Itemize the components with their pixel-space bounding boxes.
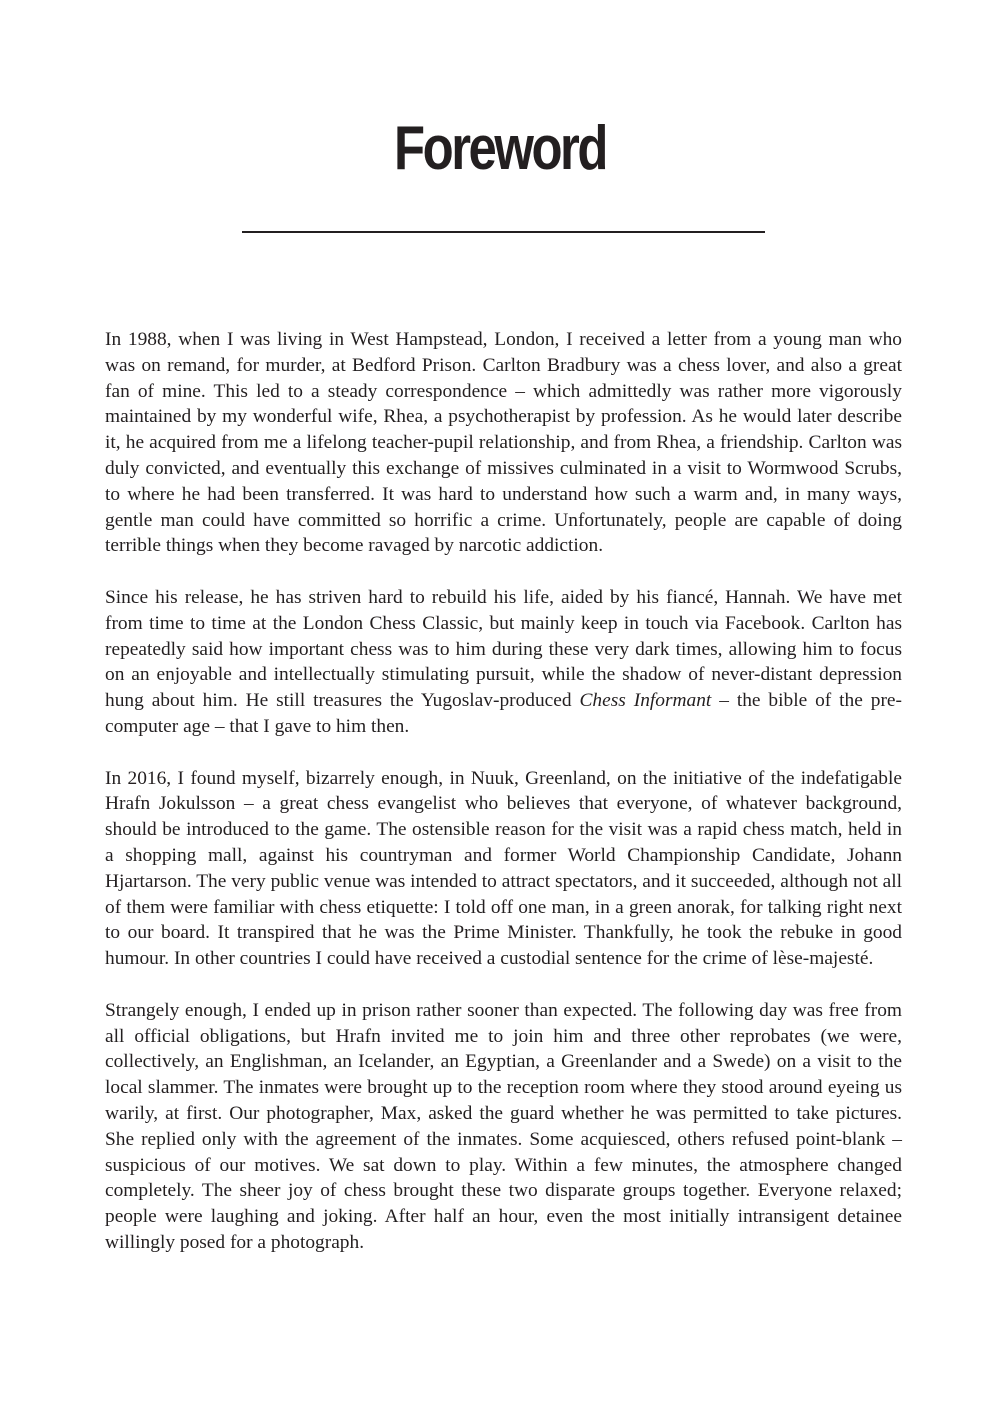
paragraph-2-text-before: Since his release, he has striven hard to rebuild his life, aided by his fiancé, Hannah. We have met from time to time at the London Chess Classic, but mainly keep in touch via Facebook. Carlton has repeatedly said how important chess was to him during these very dark times, allowing him to focus on an enjoyable and intellectually stimulating pursuit, while the shadow of never-distant depression hung about him. He still treasures the Yugoslav-produced xyxy=(105,586,902,712)
paragraph-3: In 2016, I found myself, bizarrely enough, in Nuuk, Greenland, on the initiative of the indefatigable Hrafn Jokulsson – a great chess evangelist who believes that everyone, of whatever background, should be introduced to the game. The ostensible reason for the visit was a rapid chess match, held in a shopping mall, against his countryman and former World Championship Candidate, Johann Hjartarson. The very public venue was intended to attract spectators, and it succeeded, although not all of them were familiar with chess etiquette: I told off one man, in a green anorak, for talking right next to our board. It transpired that he was the Prime Minister. Thankfully, he took the rebuke in good humour. In other countries I could have received a custodial sentence for the crime of lèse-majesté. xyxy=(105,767,902,970)
book-title-italic: Chess Informant xyxy=(579,690,712,712)
paragraph-2 xyxy=(105,585,902,740)
paragraph-4: Strangely enough, I ended up in prison rather sooner than expected. The following day was free from all official obligations, but Hrafn invited me to join him and three other reprobates (we were, collectively, an Englishman, an Icelander, an Egyptian, a Greenlander and a Swede) on a visit to the local slammer. The inmates were brought up to the reception room where they stood around eyeing us warily, at first. Our photographer, Max, asked the guard whether he was permitted to take pictures. She replied only with the agreement of the inmates. Some acquiesced, others refused point-blank – suspicious of our motives. We sat down to play. Within a few minutes, the atmosphere changed completely. The sheer joy of chess brought these two disparate groups together. Everyone relaxed; people were laughing and joking. After half an hour, even the most initially intransigent detainee willingly posed for a photograph. xyxy=(105,999,902,1253)
paragraph-2-text-after: – the bible of the pre-computer age – that I gave to him then. xyxy=(105,690,902,737)
paragraph-1: In 1988, when I was living in West Hampstead, London, I received a letter from a young man who was on remand, for murder, at Bedford Prison. Carlton Bradbury was a chess lover, and also a great fan of mine. This led to a steady correspondence – which admittedly was rather more vigorously maintained by my wonderful wife, Rhea, a psychotherapist by profession. As he would later describe it, he acquired from me a lifelong teacher-pupil relationship, and from Rhea, a friendship. Carlton was duly convicted, and eventually this exchange of missives culminated in a visit to Wormwood Scrubs, to where he had been transferred. It was hard to understand how such a warm and, in many ways, gentle man could have committed so horrific a crime. Unfortunately, people are capable of doing terrible things when they become ravaged by narcotic addiction. xyxy=(105,329,902,557)
page-title: Foreword xyxy=(394,114,606,183)
title-underline-rule xyxy=(242,231,765,233)
body-text xyxy=(105,327,902,1281)
